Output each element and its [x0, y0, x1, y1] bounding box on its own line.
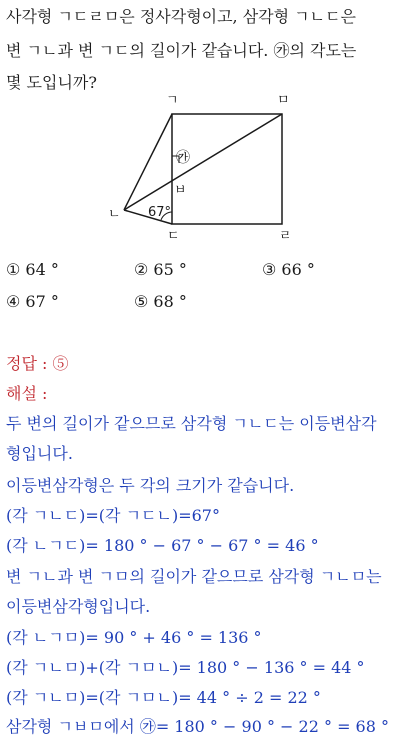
- solution-line-9: (각 ㄱㄴㅁ)+(각 ㄱㅁㄴ)= 180 ° − 136 ° = 44 °: [6, 658, 365, 677]
- label-g: ㄱ: [166, 94, 179, 108]
- angle-mark-ga: ㉮: [176, 150, 190, 166]
- solution-line-5: (각 ㄴㄱㄷ)= 180 ° − 67 ° − 67 ° = 46 °: [6, 536, 319, 555]
- answer-label: 정답 : ⑤: [6, 354, 69, 373]
- solution-line-8: (각 ㄴㄱㅁ)= 90 ° + 46 ° = 136 °: [6, 628, 262, 647]
- label-r: ㄹ: [279, 229, 292, 244]
- geometry-figure: [96, 94, 306, 244]
- solution-line-3: 이등변삼각형은 두 각의 크기가 같습니다.: [6, 476, 295, 495]
- solution-line-10: (각 ㄱㄴㅁ)=(각 ㄱㅁㄴ)= 44 ° ÷ 2 = 22 °: [6, 688, 321, 707]
- question-line-1: 사각형 ㄱㄷㄹㅁ은 정사각형이고, 삼각형 ㄱㄴㄷ은: [6, 7, 357, 26]
- solution-line-2: 형입니다.: [6, 444, 73, 463]
- label-d: ㄷ: [167, 229, 180, 244]
- solution-line-1: 두 변의 길이가 같으므로 삼각형 ㄱㄴㄷ는 이등변삼각: [6, 414, 377, 433]
- question-line-3: 몇 도입니까?: [6, 73, 97, 92]
- label-b: ㅂ: [174, 183, 187, 198]
- solution-line-11: 삼각형 ㄱㅂㅁ에서 ㉮= 180 ° − 90 ° − 22 ° = 68 °: [6, 717, 390, 736]
- explain-label: 해설 :: [6, 384, 48, 403]
- choice-5[interactable]: ⑤ 68 °: [134, 292, 187, 311]
- square-gdrm: [172, 114, 282, 224]
- label-m: ㅁ: [277, 94, 290, 108]
- question-line-2: 변 ㄱㄴ과 변 ㄱㄷ의 길이가 같습니다. ㉮의 각도는: [6, 41, 357, 60]
- solution-line-4: (각 ㄱㄴㄷ)=(각 ㄱㄷㄴ)=67°: [6, 506, 220, 525]
- solution-line-6: 변 ㄱㄴ과 변 ㄱㅁ의 길이가 같으므로 삼각형 ㄱㄴㅁ는: [6, 567, 382, 586]
- choice-1[interactable]: ① 64 °: [6, 260, 59, 279]
- solution-line-7: 이등변삼각형입니다.: [6, 597, 151, 616]
- angle-label-67: 67°: [148, 205, 172, 220]
- label-n: ㄴ: [108, 207, 121, 222]
- choice-2[interactable]: ② 65 °: [134, 260, 187, 279]
- choice-4[interactable]: ④ 67 °: [6, 292, 59, 311]
- choice-3[interactable]: ③ 66 °: [262, 260, 315, 279]
